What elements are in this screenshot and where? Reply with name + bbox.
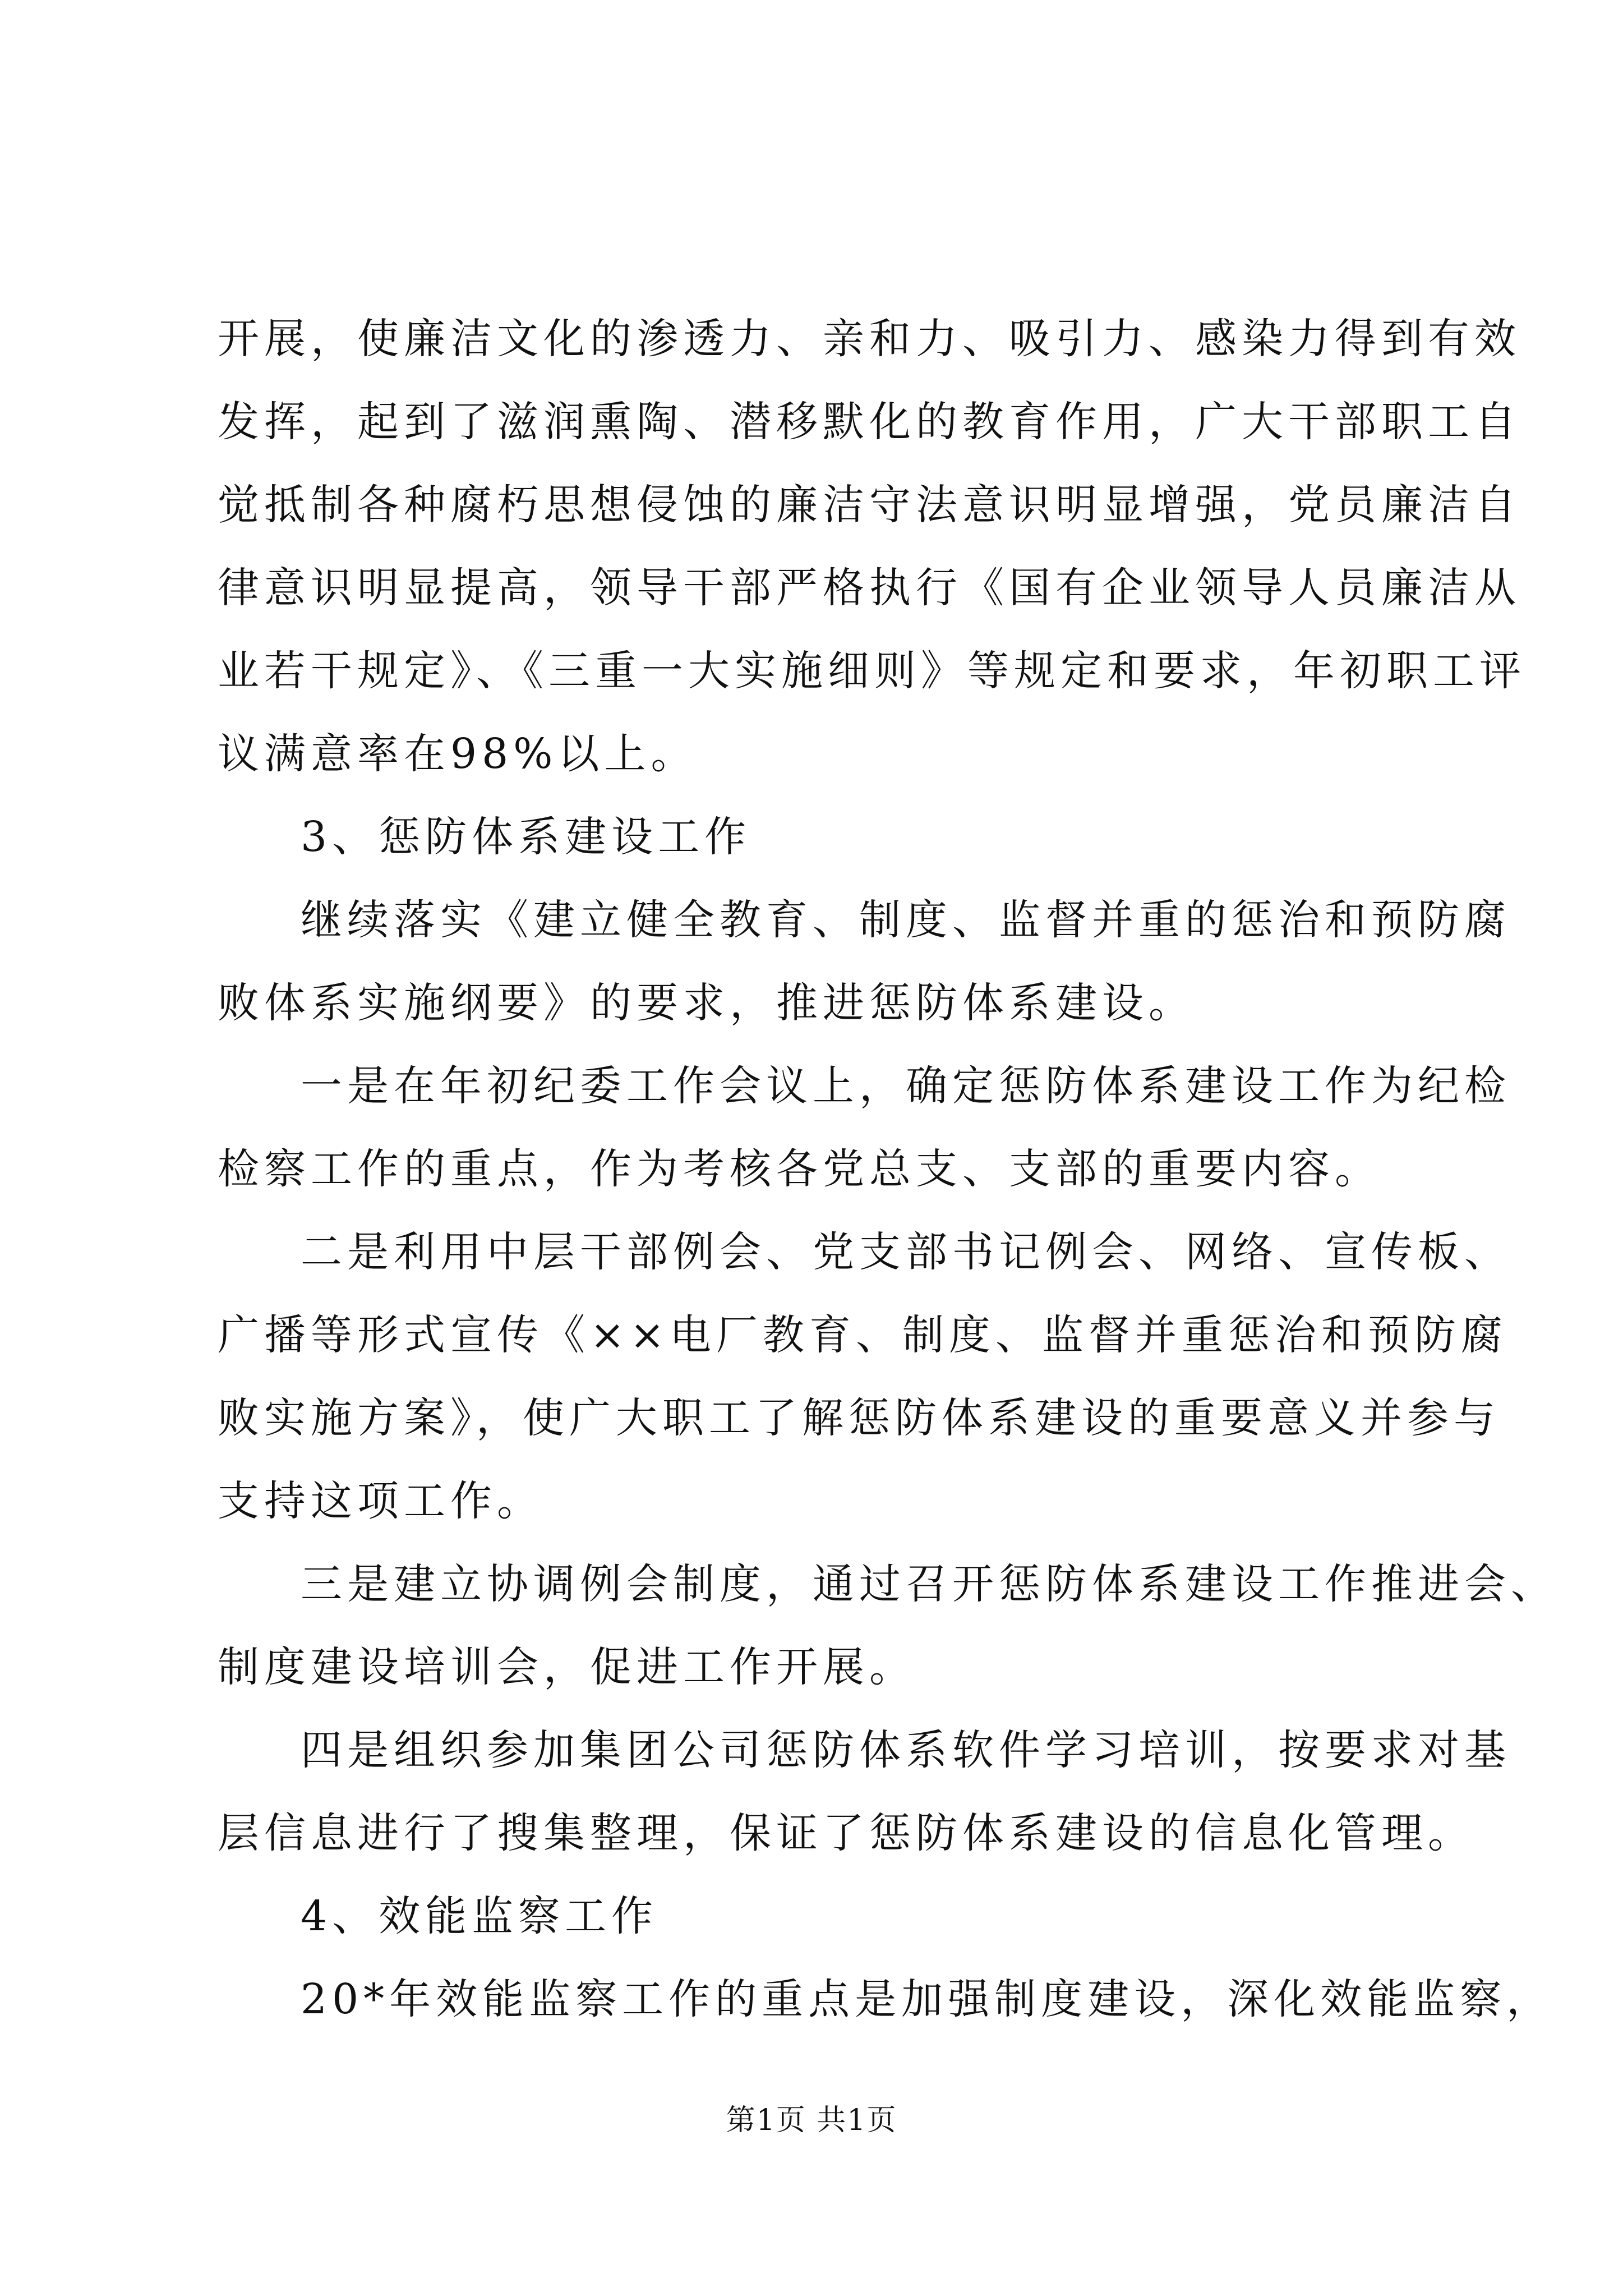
text-line: 支持这项工作。 <box>218 1477 543 1525</box>
text-line: 败体系实施纲要》的要求，推进惩防体系建设。 <box>218 979 1195 1027</box>
paragraph-first-line: 一是在年初纪委工作会议上，确定惩防体系建设工作为纪检 <box>301 1062 1511 1110</box>
text-line: 败实施方案》，使广大职工了解惩防体系建设的重要意义并参与 <box>218 1394 1500 1442</box>
text-line: 制度建设培训会，促进工作开展。 <box>218 1643 916 1691</box>
text-line: 检察工作的重点，作为考核各党总支、支部的重要内容。 <box>218 1145 1381 1193</box>
page-footer: 第1页 共1页 <box>726 2104 897 2137</box>
section-heading: 3、惩防体系建设工作 <box>301 813 751 861</box>
text-line: 业若干规定》、《三重一大实施细则》等规定和要求，年初职工评 <box>218 647 1526 695</box>
text-line: 广播等形式宣传《××电厂教育、制度、监督并重惩治和预防腐 <box>218 1311 1508 1359</box>
text-line: 开展，使廉洁文化的渗透力、亲和力、吸引力、感染力得到有效 <box>218 315 1521 363</box>
text-line: 层信息进行了搜集整理，保证了惩防体系建设的信息化管理。 <box>218 1809 1474 1857</box>
text-line: 发挥，起到了滋润熏陶、潜移默化的教育作用，广大干部职工自 <box>218 398 1521 446</box>
text-line: 议满意率在98%以上。 <box>218 730 698 778</box>
section-heading: 4、效能监察工作 <box>301 1892 658 1940</box>
text-line: 觉抵制各种腐朽思想侵蚀的廉洁守法意识明显增强，党员廉洁自 <box>218 481 1521 529</box>
paragraph-first-line: 二是利用中层干部例会、党支部书记例会、网络、宣传板、 <box>301 1228 1511 1276</box>
document-body <box>218 297 1557 2041</box>
text-line: 律意识明显提高，领导干部严格执行《国有企业领导人员廉洁从 <box>218 564 1521 612</box>
paragraph-first-line: 20*年效能监察工作的重点是加强制度建设，深化效能监察， <box>301 1975 1553 2023</box>
paragraph-first-line: 三是建立协调例会制度，通过召开惩防体系建设工作推进会、 <box>301 1560 1557 1608</box>
paragraph-first-line: 四是组织参加集团公司惩防体系软件学习培训，按要求对基 <box>301 1726 1511 1774</box>
paragraph-first-line: 继续落实《建立健全教育、制度、监督并重的惩治和预防腐 <box>301 896 1511 944</box>
